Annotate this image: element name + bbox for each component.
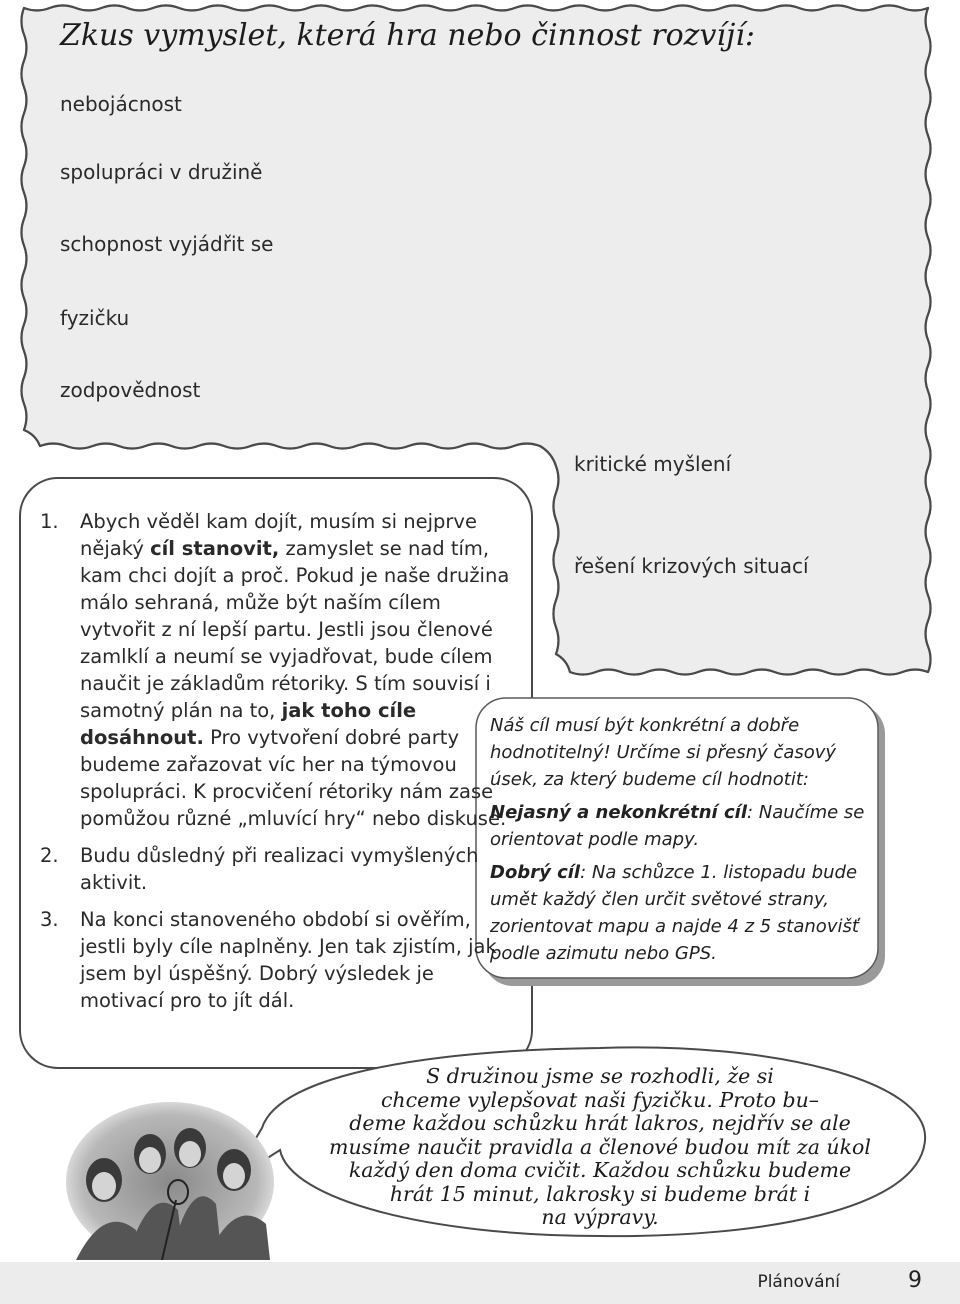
goal-box: [490, 712, 870, 973]
option-zodpovednost: zodpovědnost: [60, 378, 201, 402]
speech-line: musíme naučit pravidla a členové budou mít za úkol: [329, 1134, 871, 1159]
steps-list: [40, 508, 510, 1024]
step-number: 1.: [40, 510, 59, 533]
step-number: 3.: [40, 908, 59, 931]
scouts-photo: [66, 1100, 274, 1260]
footer-section-label: Plánování: [757, 1272, 840, 1292]
option-fyzicka: fyzičku: [60, 306, 130, 330]
speech-line: deme každou schůzku hrát lakros, nejdřív se ale: [349, 1111, 851, 1135]
step-text: Abych věděl kam dojít, musím si nejprve nějaký cíl stanovit, zamyslet se nad tím, kam chci dojít a proč. Pokud je naše družina málo sehraná, může být naším cílem vytvořit z ní lepší partu. Jestli jsou členové zamlklí a neumí se vyjadřovat, bude cílem naučit je základům rétoriky. S tím souvisí i samotný plán na to, jak toho cíle dosáhnout. Pro vytvoření dobré party budeme zařazovat víc her na týmovou spolupráci. K procvičení rétoriky nám zase pomůžou různé „mluvící hry“ nebo diskuse.: [80, 510, 510, 830]
step-text: Na konci stanoveného období si ověřím, jestli byly cíle naplněny. Jen tak zjistím, jak jsem byl úspěšný. Dobrý výsledek je motivací pro to jít dál.: [80, 908, 497, 1012]
activity-box-title: Zkus vymyslet, která hra nebo činnost rozvíjí:: [60, 18, 755, 53]
goal-intro: Náš cíl musí být konkrétní a dobře hodnotitelný! Určíme si přesný časový úsek, za který budeme cíl hodnotit:: [490, 715, 837, 790]
step-item: [40, 842, 510, 896]
speech-line: chceme vylepšovat naši fyzičku. Proto bu–: [380, 1087, 820, 1112]
option-vyjadrit-se: schopnost vyjádřit se: [60, 232, 274, 256]
option-reseni-krizovych-situaci: řešení krizových situací: [574, 554, 809, 578]
speech-line: na výpravy.: [541, 1205, 659, 1229]
step-number: 2.: [40, 844, 59, 867]
goal-good-example: Dobrý cíl: Na schůzce 1. listopadu bude umět každý člen určit světové strany, zorientovat mapu a najde 4 z 5 stanovišť podle azimutu nebo GPS.: [490, 862, 859, 964]
option-nebojacnost: nebojácnost: [60, 92, 182, 116]
speech-line: každý den doma cvičit. Každou schůzku budeme: [348, 1158, 852, 1182]
page-number: 9: [908, 1268, 922, 1293]
option-spoluprace: spolupráci v družině: [60, 160, 263, 184]
step-item: [40, 508, 510, 832]
goal-bad-example: Nejasný a nekonkrétní cíl: Naučíme se orientovat podle mapy.: [490, 802, 865, 850]
step-item: [40, 906, 510, 1014]
speech-line: S družinou jsme se rozhodli, že si: [426, 1064, 774, 1088]
speech-line: hrát 15 minut, lakrosky si budeme brát i: [389, 1181, 811, 1206]
speech-bubble-text: [300, 1065, 900, 1230]
step-text: Budu důsledný při realizaci vymyšlených aktivit.: [80, 844, 479, 894]
option-kriticke-mysleni: kritické myšlení: [574, 452, 732, 476]
